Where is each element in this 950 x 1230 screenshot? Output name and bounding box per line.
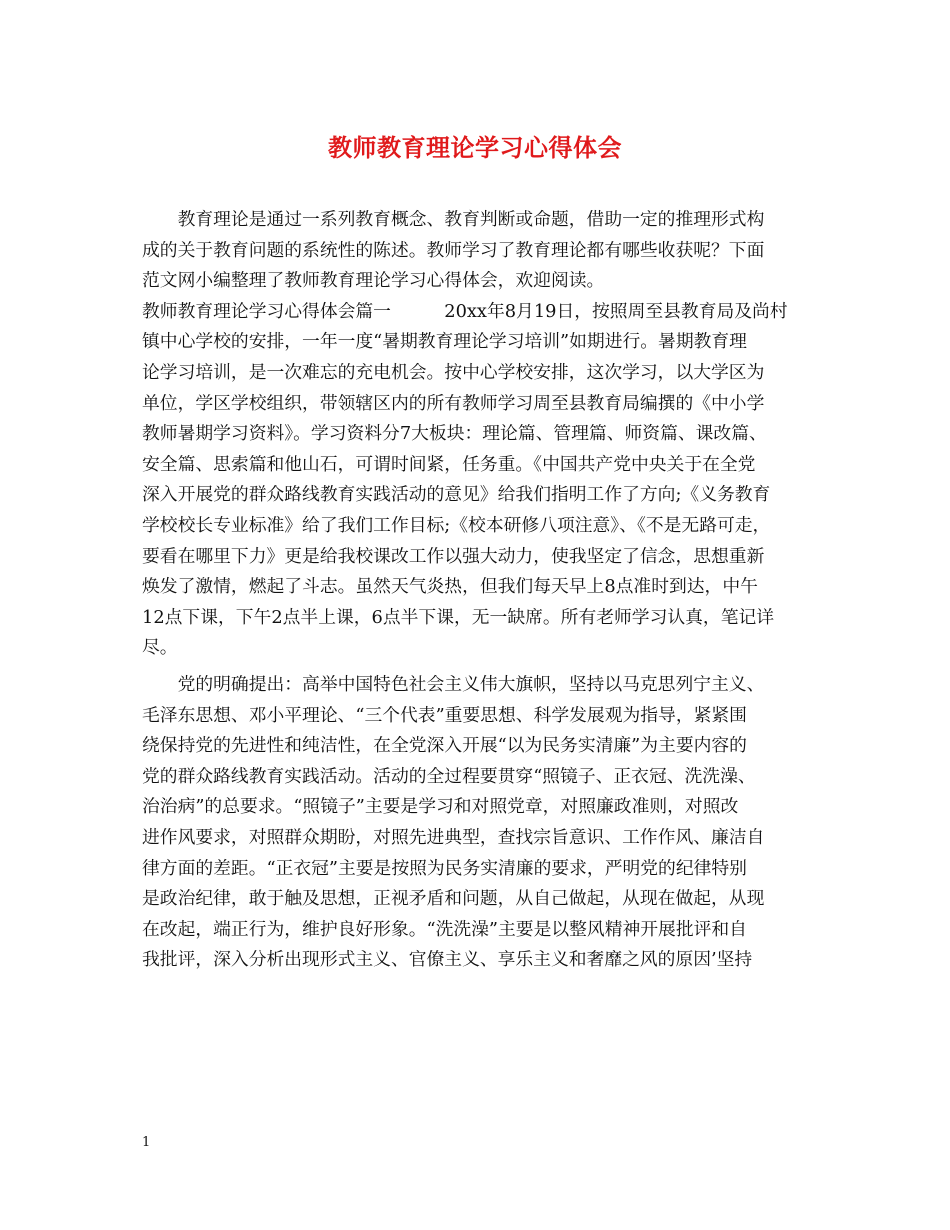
text-line: 12点下课，下午2点半上课，6点半下课，无一缺席。所有老师学习认真，笔记详 — [142, 606, 775, 628]
page-number: 1 — [142, 1135, 151, 1150]
text-line: 党的群众路线教育实践活动。活动的全过程要贯穿“照镜子、正衣冠、洗洗澡、 — [142, 765, 756, 787]
text-line: 镇中心学校的安排，一年一度“暑期教育理论学习培训”如期进行。暑期教育理 — [142, 331, 747, 353]
text-line: 论学习培训，是一次难忘的充电机会。按中心学校安排，这次学习，以大学区为 — [142, 362, 765, 383]
text-line: 是政治纪律，敢于触及思想，正视矛盾和问题，从自己做起，从现在做起，从现 — [142, 888, 765, 910]
text-line: 治治病”的总要求。“照镜子”主要是学习和对照党章，对照廉政准则，对照改 — [142, 796, 739, 818]
text-line: 我批评，深入分析出现形式主义、官僚主义、享乐主义和奢靡之风的原因’坚持 — [142, 949, 753, 971]
text-line: 单位，学区学校组织，带领辖区内的所有教师学习周至县教育局编撰的《中小学 — [142, 392, 765, 414]
text-line: 党的明确提出：高举中国特色社会主义伟大旗帜，坚持以马克思列宁主义、 — [142, 674, 765, 695]
text-line: 成的关于教育问题的系统性的陈述。教师学习了教育理论都有哪些收获呢？下面 — [142, 239, 765, 261]
text-line: 教育理论是通过一系列教育概念、教育判断或命题，借助一定的推理形式构 — [142, 209, 765, 230]
text-line: 绕保持党的先进性和纯洁性，在全党深入开展“以为民务实清廉”为主要内容的 — [142, 735, 747, 757]
text-line: 要看在哪里下力》更是给我校课改工作以强大动力，使我坚定了信念，思想重新 — [142, 545, 765, 567]
text-line: 深入开展党的群众路线教育实践活动的意见》给我们指明工作了方向;《义务教育 — [142, 484, 771, 506]
text-line: 进作风要求，对照群众期盼，对照先进典型，查找宗旨意识、工作作风、廉洁自 — [142, 827, 765, 848]
text-line: 毛泽东思想、邓小平理论、“三个代表”重要思想、科学发展观为指导，紧紧围 — [142, 704, 747, 726]
text-line: 范文网小编整理了教师教育理论学习心得体会，欢迎阅读。 — [142, 270, 605, 292]
text-line: 焕发了激情，燃起了斗志。虽然天气炎热，但我们每天早上8点准时到达，中午 — [142, 576, 758, 598]
page-title: 教师教育理论学习心得体会 — [328, 133, 622, 162]
text-line: 学校校长专业标准》给了我们工作目标;《校本研修八项注意》、《不是无路可走， — [142, 515, 771, 536]
text-line: 安全篇、思索篇和他山石，可谓时间紧，任务重。《中国共产党中央关于在全党 — [142, 453, 756, 475]
text-line: 教师暑期学习资料》。学习资料分7大板块：理论篇、管理篇、师资篇、课改篇、 — [142, 423, 767, 445]
text-line: 教师教育理论学习心得体会篇一 20xx年8月19日，按照周至县教育局及尚村 — [142, 300, 788, 322]
text-line: 在改起，端正行为，维护良好形象。“洗洗澡”主要是以整风精神开展批评和自 — [142, 918, 747, 940]
text-line: 尽。 — [142, 637, 178, 659]
text-line: 律方面的差距。“正衣冠”主要是按照为民务实清廉的要求，严明党的纪律特别 — [142, 857, 747, 879]
